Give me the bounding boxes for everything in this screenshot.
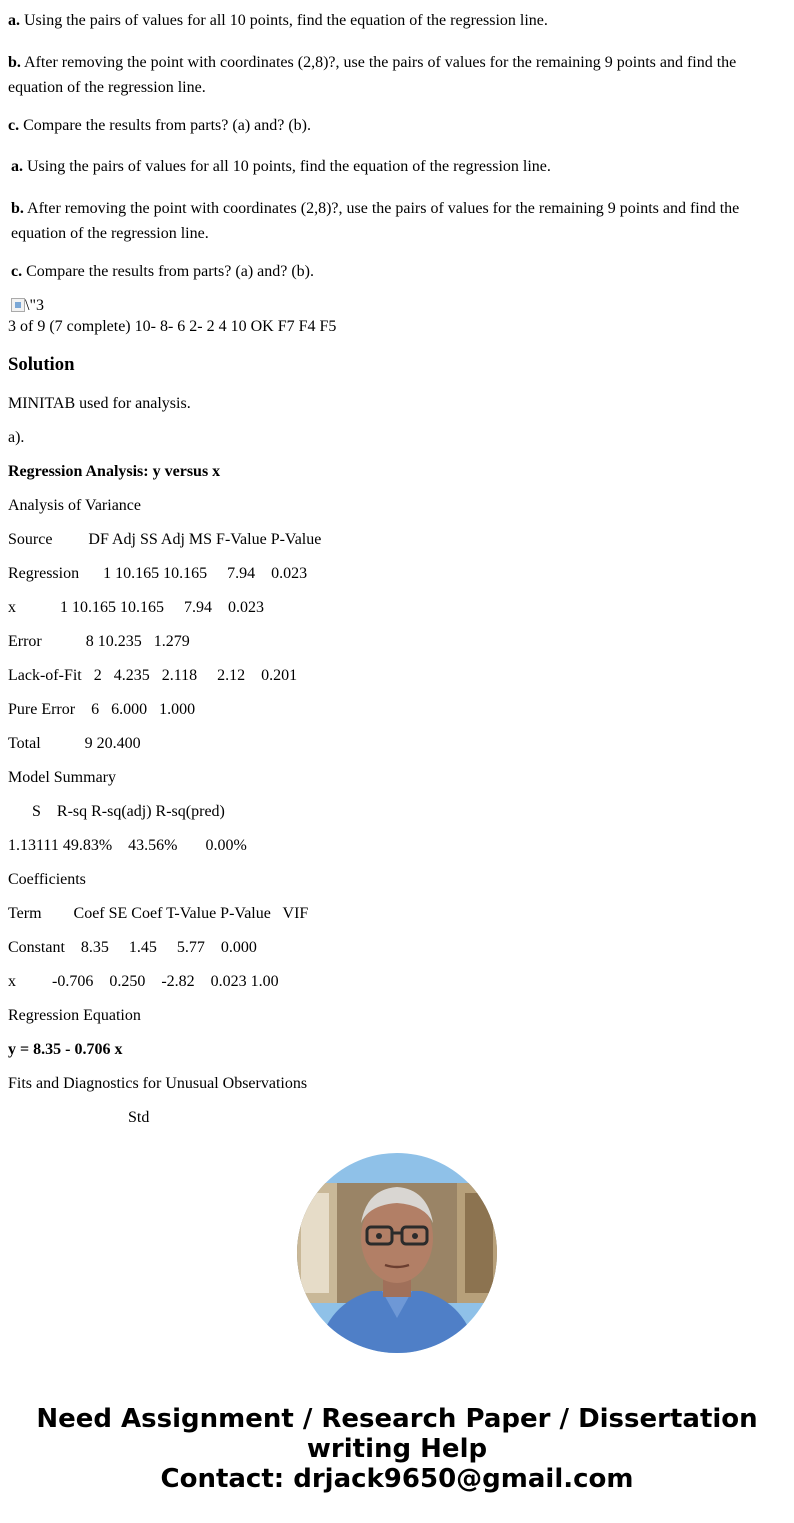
question-a-repeat-text: Using the pairs of values for all 10 points, find the equation of the regression line. (23, 158, 551, 175)
author-avatar (297, 1153, 497, 1353)
question-a-repeat-label: a. (11, 158, 23, 175)
author-photo-icon (297, 1153, 497, 1353)
solution-line: a). (8, 429, 25, 446)
solution-line: MINITAB used for analysis. (8, 395, 191, 412)
question-a-label: a. (8, 12, 20, 29)
question-c-text: Compare the results from parts? (a) and? (b). (19, 117, 311, 134)
solution-line: Analysis of Variance (8, 497, 141, 514)
question-c-repeat (11, 259, 314, 284)
regression-equation: y = 8.35 - 0.706 x (8, 1041, 123, 1058)
question-a-text: Using the pairs of values for all 10 points, find the equation of the regression line. (20, 12, 548, 29)
anova-row: Error 8 10.235 1.279 (8, 633, 190, 650)
question-c-repeat-text: Compare the results from parts? (a) and? (b). (22, 263, 314, 280)
anova-header: Source DF Adj SS Adj MS F-Value P-Value (8, 531, 322, 548)
solution-line: Std (8, 1109, 150, 1126)
anova-row: Lack-of-Fit 2 4.235 2.118 2.12 0.201 (8, 667, 298, 684)
broken-image-icon (11, 298, 25, 312)
regression-analysis-title: Regression Analysis: y versus x (8, 463, 221, 480)
anova-row: Regression 1 10.165 10.165 7.94 0.023 (8, 565, 308, 582)
footer-line-2: writing Help (306, 1434, 488, 1464)
footer-contact: Contact: drjack9650@gmail.com (160, 1464, 634, 1494)
anova-row: Pure Error 6 6.000 1.000 (8, 701, 196, 718)
question-b-label: b. (8, 54, 21, 71)
image-caption: 3 of 9 (7 complete) 10- 8- 6 2- 2 4 10 OK F7 F4 F5 (8, 318, 337, 335)
coefficients-row: x -0.706 0.250 -2.82 0.023 1.00 (8, 973, 279, 990)
footer-promo (0, 1404, 794, 1494)
solution-line: Coefficients (8, 871, 86, 888)
question-c-label: c. (8, 117, 20, 134)
coefficients-row: Constant 8.35 1.45 5.77 0.000 (8, 939, 257, 956)
model-summary-row: 1.13111 49.83% 43.56% 0.00% (8, 837, 247, 854)
question-a-repeat (11, 154, 551, 179)
broken-image (11, 296, 44, 316)
solution-line: Fits and Diagnostics for Unusual Observations (8, 1075, 308, 1092)
solution-line: Model Summary (8, 769, 116, 786)
footer-line-1: Need Assignment / Research Paper / Dissertation (36, 1404, 758, 1434)
anova-row: Total 9 20.400 (8, 735, 141, 752)
broken-image-alt: \"3 (25, 297, 44, 314)
question-b-text: After removing the point with coordinates (2,8)?, use the pairs of values for the remaining 9 points and find the equation of the regression line. (8, 54, 737, 96)
question-c (8, 113, 311, 138)
question-b-repeat (11, 196, 771, 246)
anova-row: x 1 10.165 10.165 7.94 0.023 (8, 599, 264, 616)
solution-heading: Solution (8, 354, 75, 375)
question-b-repeat-label: b. (11, 200, 24, 217)
question-b-repeat-text: After removing the point with coordinates (2,8)?, use the pairs of values for the remaining 9 points and find the equation of the regression line. (11, 200, 740, 242)
question-b (8, 50, 768, 100)
question-a (8, 8, 548, 33)
question-c-repeat-label: c. (11, 263, 23, 280)
solution-line: Regression Equation (8, 1007, 141, 1024)
coefficients-header: Term Coef SE Coef T-Value P-Value VIF (8, 905, 309, 922)
model-summary-header: S R-sq R-sq(adj) R-sq(pred) (8, 803, 225, 820)
